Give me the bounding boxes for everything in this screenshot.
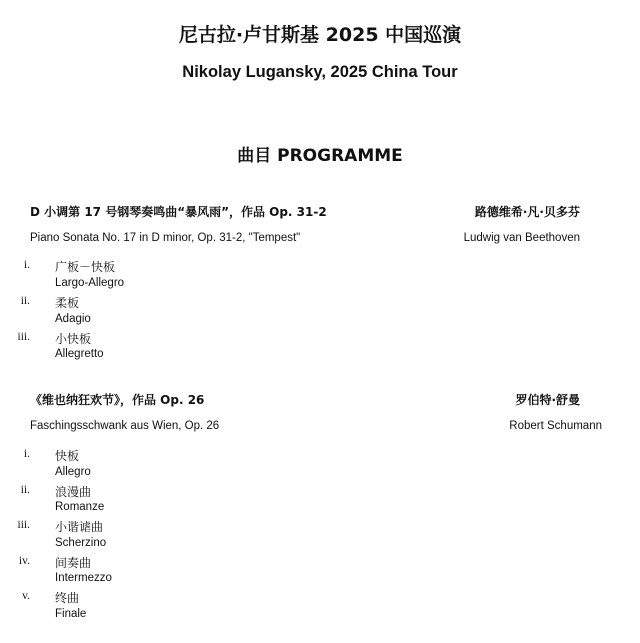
work-2-movement-4-chinese: 间奏曲	[55, 556, 92, 570]
work-2-movement-5-english: Finale	[55, 608, 87, 620]
work-1-movement-1-english: Largo-Allegro	[55, 277, 125, 289]
work-2-movement-4-english: Intermezzo	[55, 572, 112, 584]
programme-heading: 曲目 PROGRAMME	[237, 146, 403, 166]
page-title-chinese: 尼古拉·卢甘斯基 2025 中国巡演	[178, 24, 462, 46]
work-1-movement-1-number: i.	[23, 259, 30, 271]
work-1-title-english: Piano Sonata No. 17 in D minor, Op. 31-2, "Tempest"	[30, 232, 301, 244]
work-1-composer-english: Ludwig van Beethoven	[463, 232, 580, 244]
work-2-movement-2-number: ii.	[20, 484, 30, 496]
work-2-title-english: Faschingsschwank aus Wien, Op. 26	[30, 420, 220, 432]
work-1-movement-2-number: ii.	[20, 295, 30, 307]
work-2-composer-english: Robert Schumann	[509, 420, 602, 432]
work-2-title-chinese: 《维也纳狂欢节》，作品 Op. 26	[30, 393, 205, 407]
page-title-english: Nikolay Lugansky, 2025 China Tour	[182, 63, 458, 81]
work-2-movement-1-chinese: 快板	[55, 449, 80, 463]
work-2-movement-4-number: iv.	[18, 555, 30, 567]
work-1-movement-3-number: iii.	[17, 331, 30, 343]
work-2-movement-1-number: i.	[23, 448, 30, 460]
work-1-composer-chinese: 路德维希·凡·贝多芬	[474, 205, 580, 219]
work-1-movement-1-chinese: 广板－快板	[55, 260, 116, 274]
work-2-movement-2-chinese: 浪漫曲	[55, 485, 92, 499]
work-2-composer-chinese: 罗伯特·舒曼	[515, 393, 580, 407]
work-2-movement-2-english: Romanze	[55, 501, 105, 513]
work-1-movement-2-chinese: 柔板	[55, 296, 80, 310]
work-1-movement-2-english: Adagio	[55, 313, 91, 325]
work-1-movement-3-english: Allegretto	[55, 348, 104, 360]
work-2-movement-3-number: iii.	[17, 519, 30, 531]
work-2-movement-5-chinese: 终曲	[55, 591, 80, 605]
work-1-movement-3-chinese: 小快板	[55, 332, 92, 346]
work-2-movement-3-chinese: 小谐谑曲	[55, 520, 104, 534]
work-2-movement-5-number: v.	[22, 590, 30, 602]
work-2-movement-3-english: Scherzino	[55, 537, 107, 549]
work-2-movement-1-english: Allegro	[55, 466, 91, 478]
work-1-title-chinese: D 小调第 17 号钢琴奏鸣曲“暴风雨”，作品 Op. 31-2	[30, 205, 327, 219]
